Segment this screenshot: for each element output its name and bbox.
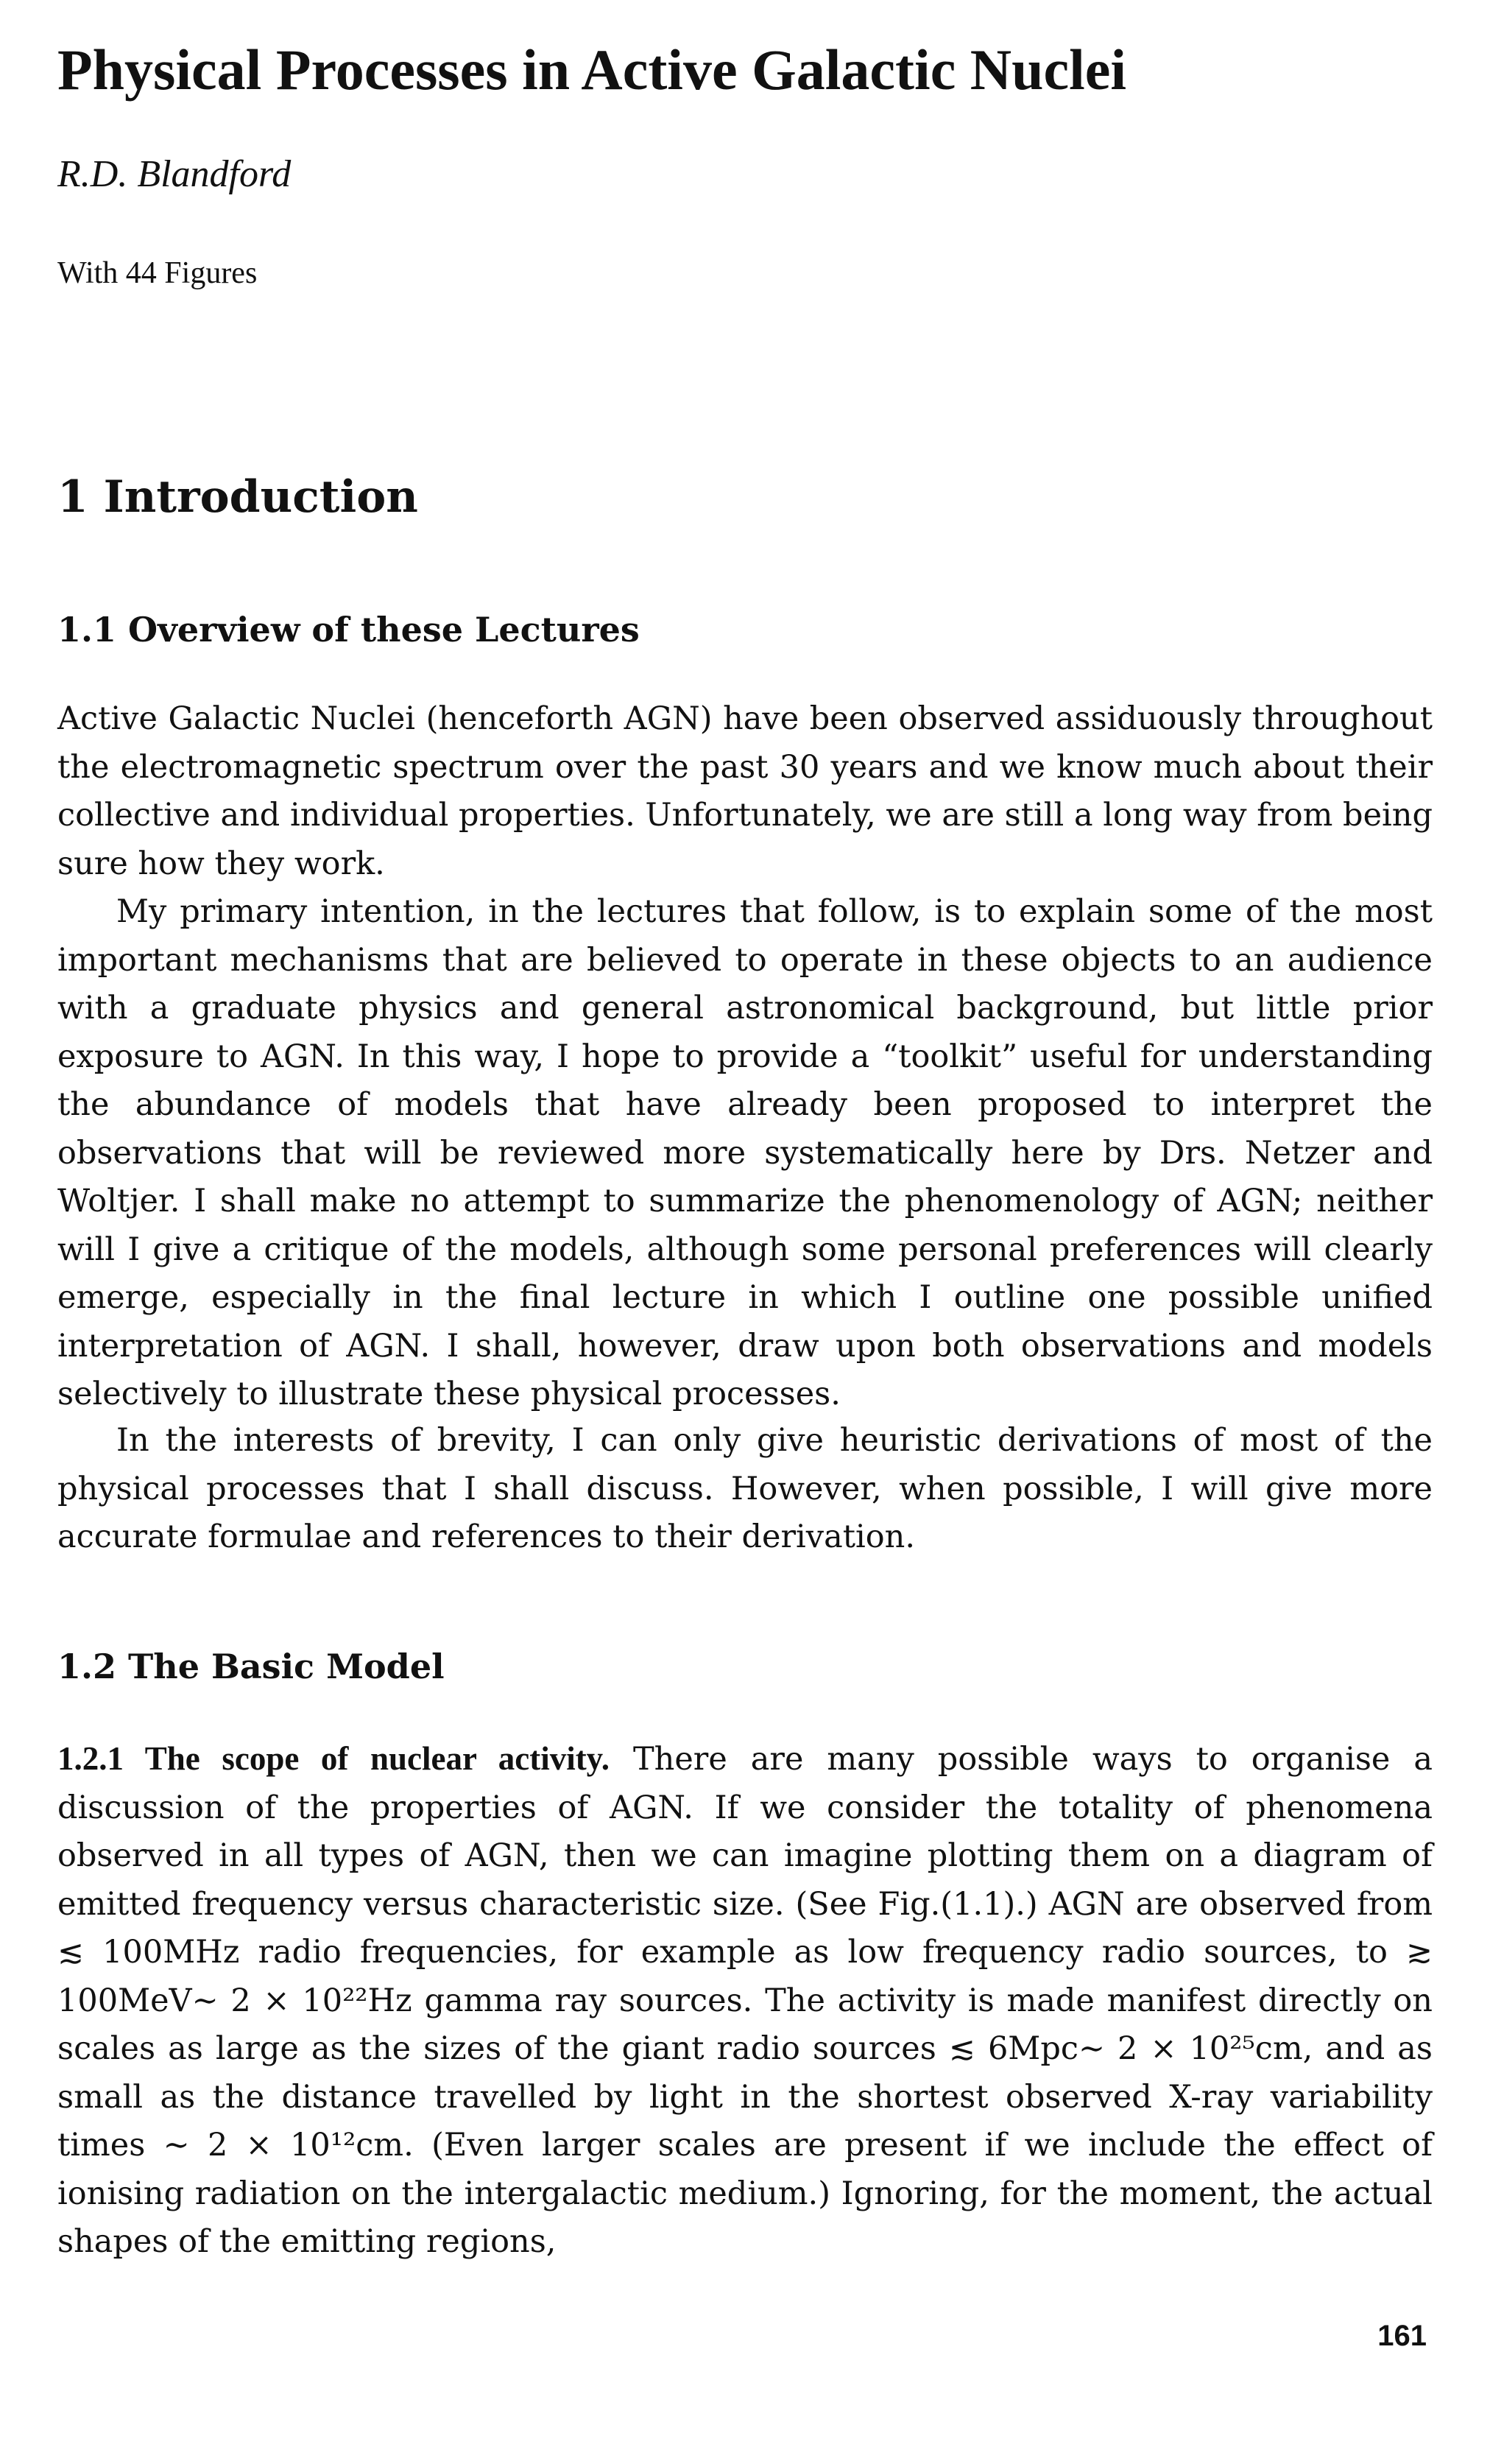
subsection-heading-basic-model: 1.2 The Basic Model — [57, 1647, 445, 1686]
paragraph-scope-text: There are many possible ways to organise a discussion of the properties of AGN. If we consider the totality of phenomena observed in all types of AGN, then we can imagine plotting them on a diagram of emitted frequency versus characteristic size. (See Fig.(1.1).) AGN are observed from ≲ 100MHz radio frequencies, for example as low frequency radio sources, to ≳ 100MeV∼ 2 × 10²²Hz gamma ray sources. The activity is made manifest directly on scales as large as the sizes of the giant radio sources ≲ 6Mpc∼ 2 × 10²⁵cm, and as small as the distance travelled by light in the shortest observed X-ray variability times ∼ 2 × 10¹²cm. (Even larger scales are present if we include the effect of ionising radiation on the intergalactic medium.) Ignoring, for the moment, the actual shapes of the emitting regions, — [57, 1741, 1433, 2260]
paragraph-overview-1: Active Galactic Nuclei (henceforth AGN) have been observed assiduously throughout the electromagnetic spectrum over the past 30 years and we know much about their collective and individual properties. Unfortunately, we are still a long way from being sure how they work. — [57, 700, 1433, 882]
author-name: R.D. Blandford — [57, 153, 292, 195]
paper-title: Physical Processes in Active Galactic Nuclei — [57, 38, 1127, 102]
section-heading-introduction: 1 Introduction — [57, 471, 418, 523]
runin-heading-scope: 1.2.1 The scope of nuclear activity. — [57, 1740, 610, 1777]
paragraph-overview-2: My primary intention, in the lectures that follow, is to explain some of the most important mechanisms that are believed to operate in these objects to an audience with a graduate physics and general astronomical background, but little prior exposure to AGN. In this way, I hope to provide a “toolkit” useful for understanding the abundance of models that have already been proposed to interpret the observations that will be reviewed more systematically here by Drs. Netzer and Woltjer. I shall make no attempt to summarize the phenomenology of AGN; neither will I give a critique of the models, although some personal preferences will clearly emerge, especially in the final lecture in which I outline one possible unified interpretation of AGN. I shall, however, draw upon both observations and models selectively to illustrate these physical processes. — [57, 893, 1433, 1412]
paragraph-scope-of-activity — [57, 1735, 1433, 2267]
figures-note: With 44 Figures — [57, 256, 258, 290]
paragraph-overview-3: In the interests of brevity, I can only give heuristic derivations of most of the physical processes that I shall discuss. However, when possible, I will give more accurate formulae and references to their derivation. — [57, 1422, 1433, 1555]
page-number: 161 — [1377, 2320, 1427, 2352]
subsection-heading-overview: 1.1 Overview of these Lectures — [57, 610, 640, 650]
